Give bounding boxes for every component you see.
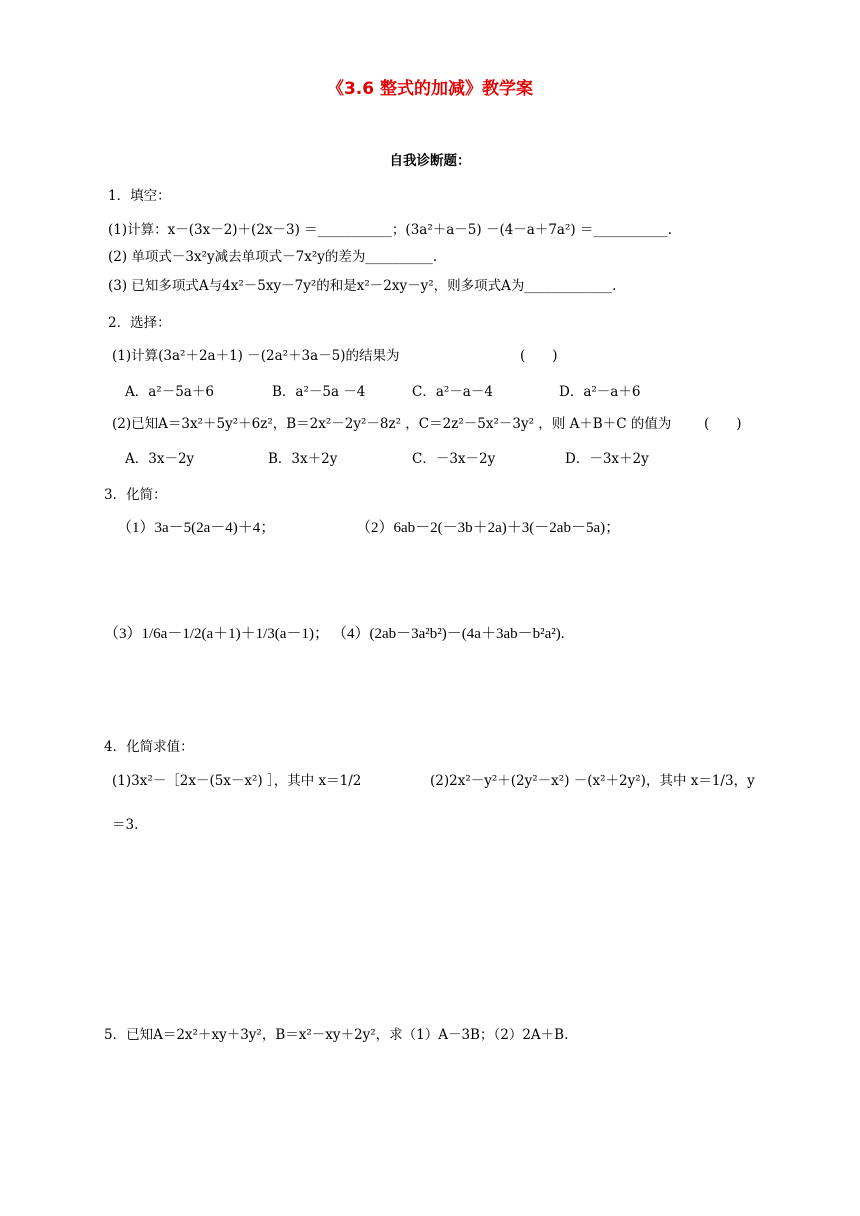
fill-in-item-3: (3) 已知多项式A与4x²－5xy－7y²的和是x²－2xy－y²，则多项式A为_____________. bbox=[108, 278, 617, 294]
evaluate-problem-2-continued: ＝3. bbox=[112, 817, 139, 833]
section-4-heading: 4．化简求值： bbox=[104, 739, 194, 755]
fill-in-item-2: (2) 单项式－3x²y减去单项式－7x²y的差为__________. bbox=[108, 249, 438, 265]
answer-parenthesis-2: ( ) bbox=[704, 416, 742, 432]
fill-in-item-1: (1)计算：x－(3x－2)＋(2x－3) ＝___________；(3a²＋a－5) －(4－a＋7a²) ＝___________. bbox=[108, 222, 672, 238]
option-1c: C．a²－a－4 bbox=[412, 384, 493, 400]
simplify-problem-1: （1）3a－5(2a－4)＋4； bbox=[117, 520, 276, 536]
simplify-problem-4: （4）(2ab－3a²b²)－(4a＋3ab－b²a²). bbox=[332, 626, 565, 642]
section-2-heading: 2．选择： bbox=[108, 315, 171, 331]
answer-parenthesis-1: ( ) bbox=[520, 348, 558, 364]
option-2b: B．3x＋2y bbox=[268, 451, 338, 467]
option-2d: D．－3x＋2y bbox=[565, 451, 649, 467]
option-1d: D．a²－a＋6 bbox=[559, 384, 641, 400]
page-title: 《3.6 整式的加减》教学案 bbox=[326, 79, 534, 99]
simplify-problem-3: （3）1/6a－1/2(a＋1)＋1/3(a－1)； bbox=[104, 626, 329, 642]
option-2a: A．3x－2y bbox=[125, 451, 195, 467]
option-1a: A．a²－5a＋6 bbox=[125, 384, 214, 400]
choice-question-2: (2)已知A＝3x²＋5y²＋6z²，B＝2x²－2y²－8z² ，C＝2z²－5x²－3y² ，则 A＋B＋C 的值为 bbox=[112, 416, 672, 432]
section-subtitle: 自我诊断题： bbox=[389, 153, 471, 169]
section-3-heading: 3．化简： bbox=[104, 487, 167, 503]
simplify-problem-2: （2）6ab－2(－3b＋2a)＋3(－2ab－5a)； bbox=[356, 520, 621, 536]
problem-5: 5．已知A＝2x²＋xy＋3y²，B＝x²－xy＋2y²，求（1）A－3B；（2）2A＋B. bbox=[104, 1027, 569, 1043]
option-2c: C．－3x－2y bbox=[412, 451, 496, 467]
evaluate-problem-2: (2)2x²－y²＋(2y²－x²) －(x²＋2y²)，其中 x＝1/3，y bbox=[430, 773, 755, 789]
choice-question-1: (1)计算(3a²＋2a＋1) －(2a²＋3a－5)的结果为 bbox=[112, 348, 400, 364]
section-1-heading: 1．填空： bbox=[108, 188, 171, 204]
option-1b: B．a²－5a －4 bbox=[272, 384, 366, 400]
evaluate-problem-1: (1)3x²－［2x－(5x－x²) ］，其中 x＝1/2 bbox=[112, 773, 362, 789]
